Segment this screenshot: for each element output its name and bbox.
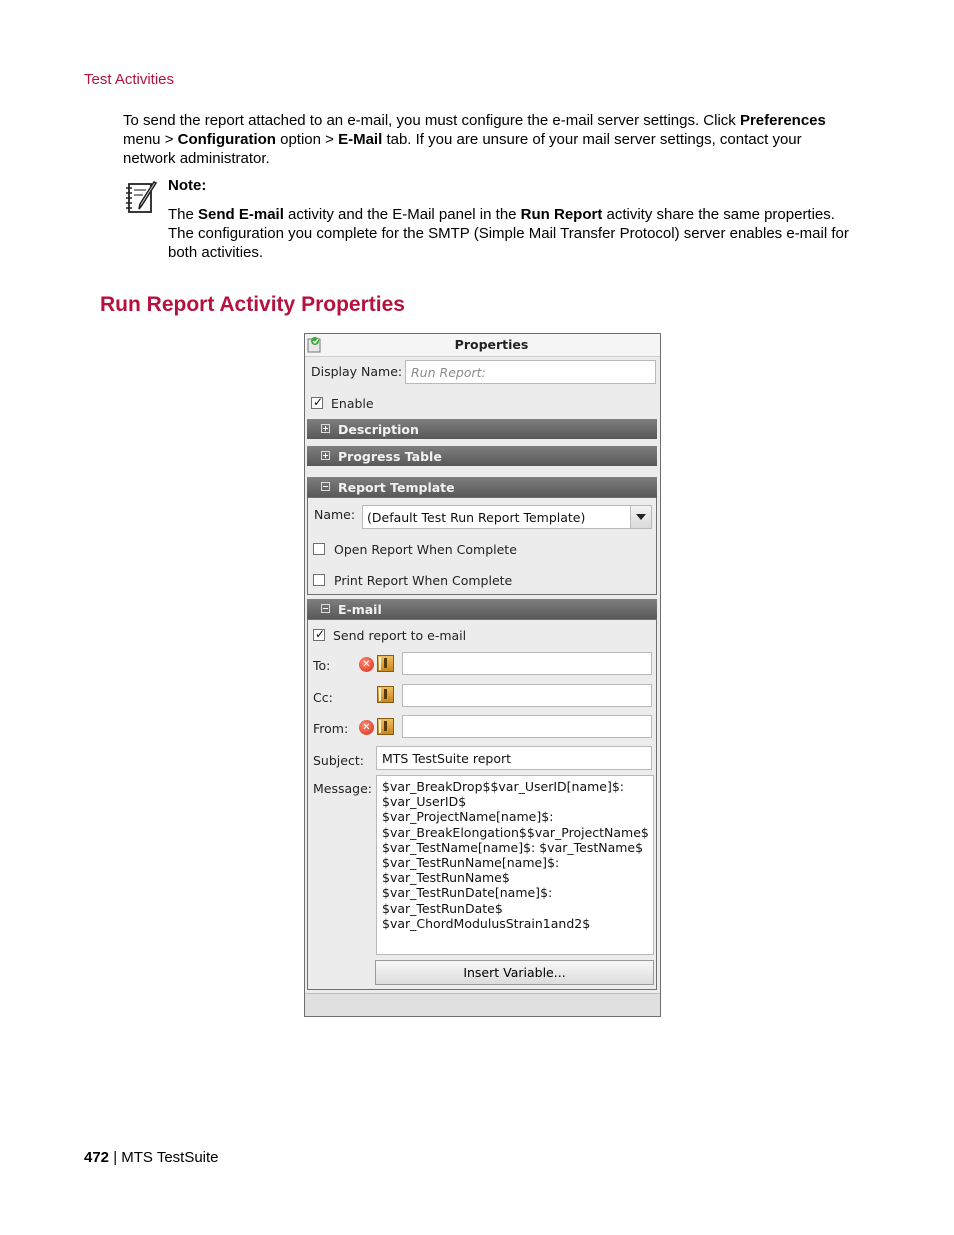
expand-icon [321, 451, 330, 460]
expand-icon [321, 424, 330, 433]
email-group [307, 619, 657, 990]
email-section-label: E-mail [338, 602, 382, 617]
message-line: $var_TestRunDate$ [382, 900, 503, 916]
page-number: 472 [84, 1149, 110, 1166]
address-book-icon[interactable] [377, 655, 394, 672]
properties-panel [304, 333, 661, 1017]
message-line: $var_TestRunDate[name]$: [382, 885, 553, 901]
display-name-placeholder: Run Report: [411, 365, 486, 380]
collapse-icon [321, 604, 330, 613]
message-line: $var_BreakElongation$$var_ProjectName$ [382, 824, 649, 840]
note-label: Note: [168, 177, 207, 194]
to-input[interactable] [402, 652, 652, 675]
send-email-checkbox[interactable] [313, 629, 325, 641]
progress-table-section-label: Progress Table [338, 449, 442, 464]
send-email-label: Send report to e-mail [333, 628, 467, 643]
to-label: To: [313, 658, 331, 673]
template-name-value: (Default Test Run Report Template) [367, 510, 586, 525]
description-section-header[interactable] [307, 419, 657, 439]
display-name-label: Display Name: [311, 364, 403, 379]
message-label: Message: [313, 781, 372, 796]
report-template-section-label: Report Template [338, 480, 455, 495]
enable-label: Enable [331, 396, 374, 411]
display-name-input[interactable] [405, 360, 656, 384]
open-report-label: Open Report When Complete [334, 542, 517, 557]
progress-table-section-header[interactable] [307, 446, 657, 466]
message-line: $var_ChordModulusStrain1and2$ [382, 915, 591, 931]
footer-separator: | [109, 1149, 122, 1166]
print-report-checkbox[interactable] [313, 574, 325, 586]
from-label: From: [313, 721, 349, 736]
print-report-label: Print Report When Complete [334, 573, 513, 588]
message-line: $var_BreakDrop$$var_UserID[name]$: [382, 779, 625, 794]
dropdown-button[interactable] [630, 506, 651, 528]
footer-product: MTS TestSuite [121, 1149, 219, 1166]
error-icon: ✕ [359, 720, 374, 735]
intro-paragraph: To send the report attached to an e-mail, you must configure the e-mail server settings. Click Preferences menu > Configuration option > E-Mail tab. If you are unsure of your mail server settings, contact your network administrator. [123, 112, 826, 167]
enable-checkbox[interactable] [311, 397, 323, 409]
subject-value: MTS TestSuite report [382, 751, 512, 766]
collapse-icon [321, 482, 330, 491]
note-icon [123, 180, 159, 216]
message-line: $var_TestRunName[name]$: [382, 855, 560, 871]
message-textarea[interactable] [376, 775, 654, 955]
subject-label: Subject: [313, 753, 364, 768]
report-template-group [307, 497, 657, 595]
panel-title-bar [305, 334, 660, 357]
message-line: $var_ProjectName[name]$: [382, 809, 554, 825]
cc-label: Cc: [313, 690, 333, 705]
panel-title: Properties [454, 337, 529, 352]
note-text: The Send E-mail activity and the E-Mail panel in the Run Report activity share the same properties. The configuration you complete for the SMTP (Simple Mail Transfer Protocol) server enables e-mail for both activities. [168, 206, 849, 261]
check-icon: ✓ [315, 627, 326, 641]
message-line: $var_UserID$ [382, 794, 467, 810]
report-template-section-header[interactable] [307, 477, 657, 497]
open-report-checkbox[interactable] [313, 543, 325, 555]
template-name-label: Name: [314, 507, 356, 522]
template-name-select[interactable] [362, 505, 652, 529]
email-section-header[interactable] [307, 599, 657, 619]
cc-input[interactable] [402, 684, 652, 707]
from-input[interactable] [402, 715, 652, 738]
address-book-icon[interactable] [377, 686, 394, 703]
description-section-label: Description [338, 422, 419, 437]
error-icon: ✕ [359, 657, 374, 672]
section-header-link[interactable]: Test Activities [84, 71, 175, 88]
message-line: $var_TestRunName$ [382, 870, 510, 886]
panel-footer [305, 993, 660, 1017]
insert-variable-button[interactable]: Insert Variable... [375, 960, 654, 985]
section-title: Run Report Activity Properties [100, 293, 405, 316]
message-line: $var_TestName[name]$: $var_TestName$ [382, 839, 644, 855]
subject-input[interactable] [376, 746, 652, 770]
chevron-down-icon [636, 514, 646, 520]
address-book-icon[interactable] [377, 718, 394, 735]
check-icon: ✓ [313, 395, 324, 409]
page-footer [84, 1149, 219, 1166]
